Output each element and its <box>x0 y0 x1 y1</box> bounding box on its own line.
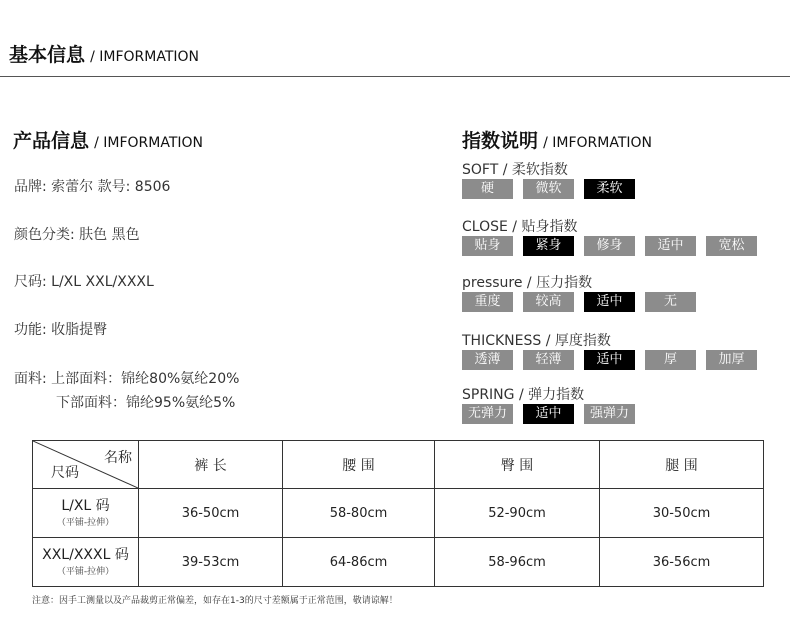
spring-index-label: SPRING / 弹力指数 <box>462 387 585 403</box>
corner-name-label: 名称 <box>104 450 132 466</box>
index-tag: 适中 <box>645 236 696 256</box>
index-tag: 适中 <box>584 292 635 312</box>
index-tag: 无 <box>645 292 696 312</box>
product-info-header <box>13 126 203 153</box>
cell-length: 36-50cm <box>139 489 283 538</box>
measurement-note: 注意：因手工测量以及产品裁剪正常偏差，如存在1-3的尺寸差额属于正常范围，敬请谅解！ <box>32 596 398 606</box>
index-tag: 适中 <box>584 350 635 370</box>
cell-waist: 58-80cm <box>283 489 435 538</box>
size-table <box>32 440 764 587</box>
basic-info-title: 基本信息 <box>9 44 86 66</box>
cell-length: 39-53cm <box>139 538 283 587</box>
index-tag: 厚 <box>645 350 696 370</box>
thickness-index-label: THICKNESS / 厚度指数 <box>462 333 611 349</box>
index-tag: 强弹力 <box>584 404 635 424</box>
product-info-title: 产品信息 <box>13 130 90 152</box>
row-size-cell <box>33 538 139 587</box>
fabric-upper-line: 面料: 上部面料：锦纶80%氨纶20% <box>14 371 240 387</box>
cell-thigh: 30-50cm <box>600 489 764 538</box>
index-tag: 微软 <box>523 179 574 199</box>
index-subtitle: / IMFORMATION <box>543 135 653 151</box>
table-row <box>33 489 764 538</box>
table-corner-cell <box>33 441 139 489</box>
close-index-label: CLOSE / 贴身指数 <box>462 219 578 235</box>
index-tag: 硬 <box>462 179 513 199</box>
cell-hip: 52-90cm <box>435 489 600 538</box>
index-tag: 柔软 <box>584 179 635 199</box>
index-tag: 较高 <box>523 292 574 312</box>
index-tag: 修身 <box>584 236 635 256</box>
index-tag: 加厚 <box>706 350 757 370</box>
header-waist: 腰 围 <box>283 441 435 489</box>
index-tag: 重度 <box>462 292 513 312</box>
index-tag: 贴身 <box>462 236 513 256</box>
size-line: 尺码: L/XL XXL/XXXL <box>14 274 154 290</box>
color-line: 颜色分类: 肤色 黑色 <box>14 227 140 243</box>
corner-size-label: 尺码 <box>51 465 79 481</box>
header-divider <box>0 76 790 77</box>
index-title: 指数说明 <box>462 130 539 152</box>
header-length: 裤 长 <box>139 441 283 489</box>
row-size-note: （平铺-拉伸） <box>56 517 115 528</box>
row-size-note: （平铺-拉伸） <box>56 566 115 577</box>
index-tag: 轻薄 <box>523 350 574 370</box>
table-row <box>33 538 764 587</box>
soft-index-label: SOFT / 柔软指数 <box>462 162 568 178</box>
product-info-subtitle: / IMFORMATION <box>94 135 204 151</box>
index-tag: 紧身 <box>523 236 574 256</box>
function-line: 功能: 收脂提臀 <box>14 322 108 338</box>
pressure-index-label: pressure / 压力指数 <box>462 275 593 291</box>
brand-model-line: 品牌: 索蕾尔 款号: 8506 <box>14 179 171 195</box>
cell-waist: 64-86cm <box>283 538 435 587</box>
header-hip: 臀 围 <box>435 441 600 489</box>
basic-info-header <box>9 40 199 67</box>
index-tag: 透薄 <box>462 350 513 370</box>
basic-info-subtitle: / IMFORMATION <box>90 49 200 65</box>
index-tag: 适中 <box>523 404 574 424</box>
index-header <box>462 126 652 153</box>
table-header-row <box>33 441 764 489</box>
row-size-label: L/XL 码 <box>61 497 110 514</box>
cell-thigh: 36-56cm <box>600 538 764 587</box>
index-tag: 宽松 <box>706 236 757 256</box>
fabric-lower-line: 下部面料：锦纶95%氨纶5% <box>56 395 236 411</box>
row-size-cell <box>33 489 139 538</box>
cell-hip: 58-96cm <box>435 538 600 587</box>
row-size-label: XXL/XXXL 码 <box>42 546 129 563</box>
index-tag: 无弹力 <box>462 404 513 424</box>
header-thigh: 腿 围 <box>600 441 764 489</box>
